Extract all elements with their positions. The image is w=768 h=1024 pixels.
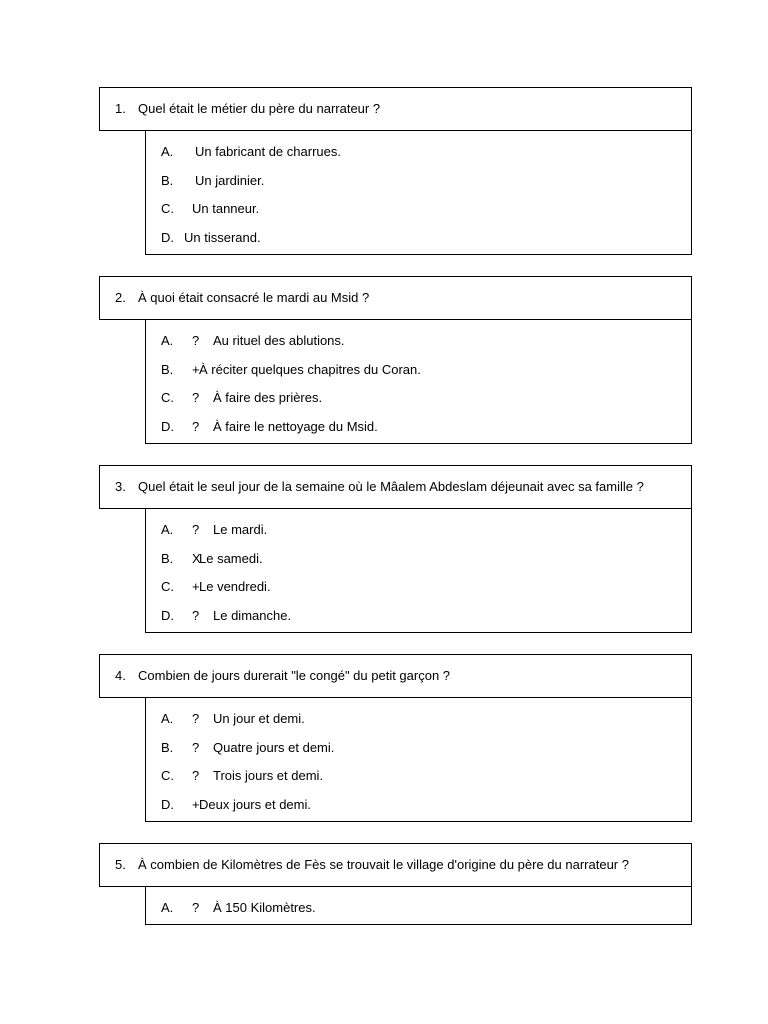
answer-box xyxy=(145,697,692,822)
option-letter: C. xyxy=(161,579,174,595)
option-b xyxy=(146,733,691,762)
question-box xyxy=(99,465,692,509)
option-text: Le mardi. xyxy=(213,522,268,537)
option-a xyxy=(146,704,691,733)
option-text: Le samedi. xyxy=(199,550,263,566)
answer-box xyxy=(145,508,692,633)
question-block-1 xyxy=(99,87,692,255)
option-mark: ? xyxy=(192,390,200,406)
option-c xyxy=(146,572,691,601)
option-mark: ? xyxy=(192,522,200,537)
question-block-3 xyxy=(99,465,692,633)
option-d xyxy=(146,790,691,819)
option-letter: A. xyxy=(161,711,174,726)
option-letter: A. xyxy=(161,333,174,348)
option-d xyxy=(146,412,691,441)
option-text: À faire le nettoyage du Msid. xyxy=(213,419,378,435)
option-text: À réciter quelques chapitres du Coran. xyxy=(199,361,421,377)
option-letter: D. xyxy=(161,608,174,624)
option-text: Un tanneur. xyxy=(192,201,260,217)
question-number: 1. xyxy=(115,101,126,116)
question-box xyxy=(99,654,692,698)
question-number: 3. xyxy=(115,479,126,494)
question-block-2 xyxy=(99,276,692,444)
option-c xyxy=(146,761,691,790)
option-c xyxy=(146,383,691,412)
option-a xyxy=(146,893,691,922)
option-letter: C. xyxy=(161,201,174,217)
option-text: Deux jours et demi. xyxy=(199,797,311,813)
question-block-5 xyxy=(99,843,692,925)
question-box xyxy=(99,276,692,320)
option-letter: B. xyxy=(161,361,174,377)
question-number: 2. xyxy=(115,290,126,305)
option-mark: ? xyxy=(192,768,200,784)
option-b xyxy=(146,355,691,384)
option-text: Quatre jours et demi. xyxy=(213,739,335,755)
question-text: Quel était le seul jour de la semaine où le Mâalem Abdeslam déjeunait avec sa famille ? xyxy=(138,479,644,494)
option-c xyxy=(146,194,691,223)
option-text: Un jardinier. xyxy=(195,172,265,188)
question-text: À quoi était consacré le mardi au Msid ? xyxy=(138,290,370,305)
answer-box xyxy=(145,886,692,925)
option-mark: + xyxy=(192,797,200,813)
option-mark: + xyxy=(192,361,200,377)
option-letter: C. xyxy=(161,768,174,784)
question-number: 5. xyxy=(115,857,126,872)
option-letter: B. xyxy=(161,172,174,188)
option-letter: D. xyxy=(161,230,174,246)
question-number: 4. xyxy=(115,668,126,683)
option-letter: B. xyxy=(161,550,174,566)
question-text: À combien de Kilomètres de Fès se trouvait le village d'origine du père du narrateur ? xyxy=(138,857,629,872)
option-letter: A. xyxy=(161,522,174,537)
question-text: Quel était le métier du père du narrateur ? xyxy=(138,101,381,116)
option-mark: X xyxy=(192,550,201,566)
question-box xyxy=(99,843,692,887)
question-text: Combien de jours durerait "le congé" du petit garçon ? xyxy=(138,668,451,683)
option-mark: ? xyxy=(192,739,200,755)
option-b xyxy=(146,166,691,195)
option-text: Un tisserand. xyxy=(184,230,261,246)
option-text: À 150 Kilomètres. xyxy=(213,900,316,915)
option-letter: D. xyxy=(161,419,174,435)
option-text: Un fabricant de charrues. xyxy=(195,144,341,159)
option-text: Un jour et demi. xyxy=(213,711,305,726)
option-d xyxy=(146,601,691,630)
option-letter: A. xyxy=(161,900,174,915)
option-text: Le dimanche. xyxy=(213,608,292,624)
question-block-4 xyxy=(99,654,692,822)
option-letter: D. xyxy=(161,797,174,813)
option-a xyxy=(146,137,691,166)
option-mark: ? xyxy=(192,608,200,624)
answer-box xyxy=(145,130,692,255)
option-b xyxy=(146,544,691,573)
answer-box xyxy=(145,319,692,444)
option-a xyxy=(146,515,691,544)
option-mark: ? xyxy=(192,419,200,435)
option-mark: ? xyxy=(192,333,200,348)
option-letter: A. xyxy=(161,144,174,159)
option-text: À faire des prières. xyxy=(213,390,323,406)
option-d xyxy=(146,223,691,252)
option-a xyxy=(146,326,691,355)
option-letter: B. xyxy=(161,739,174,755)
question-box xyxy=(99,87,692,131)
option-mark: ? xyxy=(192,900,200,915)
option-letter: C. xyxy=(161,390,174,406)
option-mark: ? xyxy=(192,711,200,726)
option-mark: + xyxy=(192,579,200,595)
option-text: Au rituel des ablutions. xyxy=(213,333,345,348)
option-text: Trois jours et demi. xyxy=(213,768,324,784)
option-text: Le vendredi. xyxy=(199,579,271,595)
